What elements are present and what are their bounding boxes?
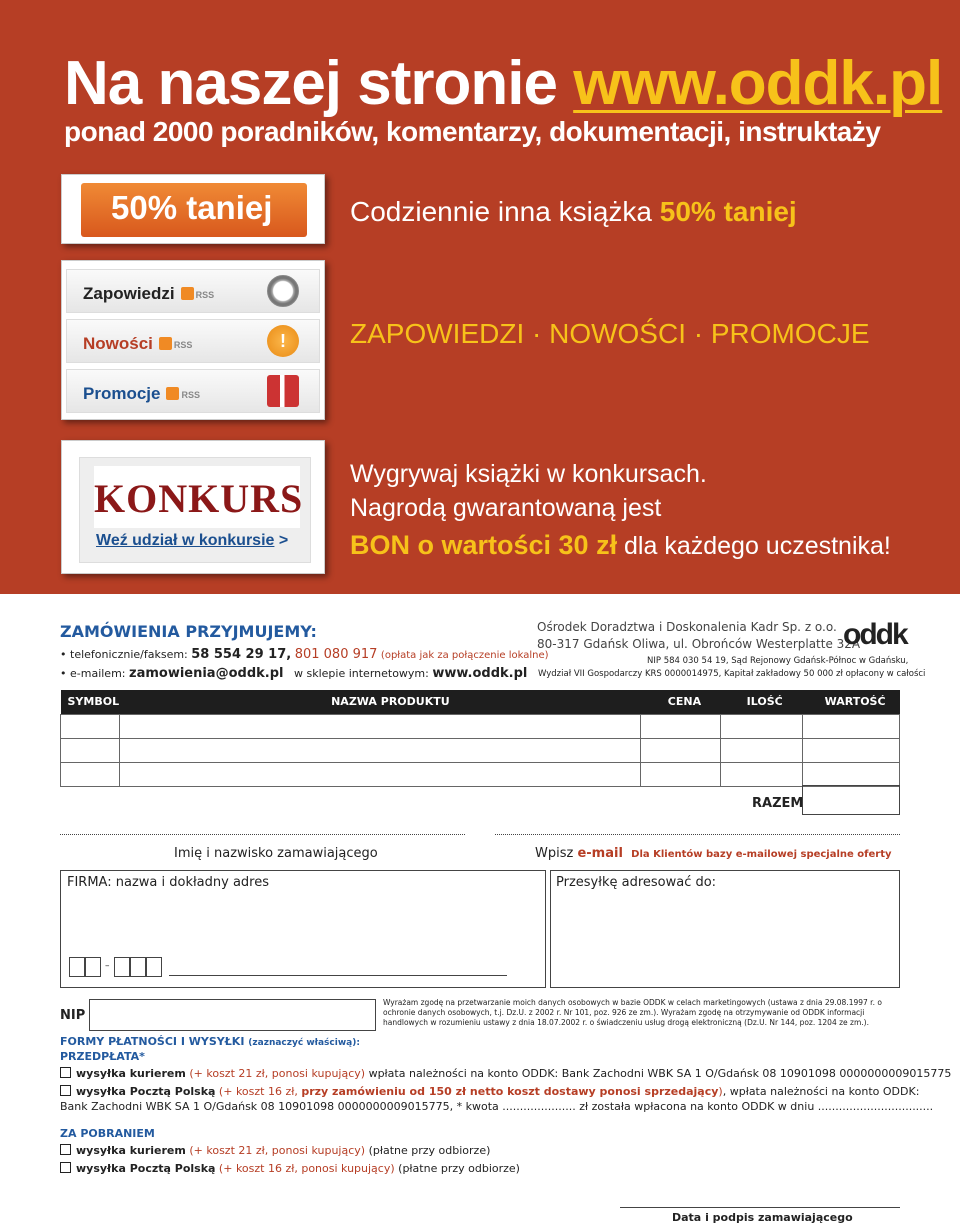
postcode-box[interactable] <box>130 957 146 977</box>
clock-icon <box>267 275 299 307</box>
orders-email: • e-mailem: zamowienia@oddk.pl w sklepie internetowym: www.oddk.pl <box>60 666 528 681</box>
checkbox[interactable] <box>60 1144 71 1155</box>
nip-field[interactable] <box>89 999 376 1031</box>
payment-heading: FORMY PŁATNOŚCI I WYSYŁKI (zaznaczyć właściwą): <box>60 1035 360 1048</box>
firm-address-field[interactable] <box>60 870 546 988</box>
postcode-box[interactable] <box>85 957 101 977</box>
hero-title: Na naszej stronie www.oddk.pl <box>64 49 943 118</box>
city-line[interactable] <box>169 975 507 976</box>
prepay-bank-line: Bank Zachodni WBK SA 1 O/Gdańsk 08 10901098 0000000009015775, * kwota ..................... zł została wpłacona na konto ODDK w dniu ................................. <box>60 1100 934 1113</box>
nip-label: NIP <box>60 1008 86 1023</box>
postcode-dash: – <box>105 961 110 971</box>
konkurs-card[interactable] <box>61 440 325 574</box>
option-post-cod[interactable]: wysyłka Pocztą Polską (+ koszt 16 zł, ponosi kupujący) (płatne przy odbiorze) <box>60 1162 520 1175</box>
orders-heading: ZAMÓWIENIA PRZYJMUJEMY: <box>60 622 317 641</box>
option-post-prepay[interactable]: wysyłka Pocztą Polską (+ koszt 16 zł, przy zamówieniu od 150 zł netto koszt dostawy ponosi sprzedający), wpłata należności na konto ODDK: <box>60 1085 919 1098</box>
company-reg-2: Wydział VII Gospodarczy KRS 0000014975, Kapitał zakładowy 50 000 zł opłacony w całości <box>538 669 926 679</box>
discount-tag: 50% taniej <box>81 183 307 237</box>
shop-link[interactable]: www.oddk.pl <box>432 666 528 681</box>
ship-label: Przesyłkę adresować do: <box>556 875 717 890</box>
signature-line[interactable] <box>620 1207 900 1208</box>
company-name: Ośrodek Doradztwa i Doskonalenia Kadr Sp. z o.o. <box>537 620 837 634</box>
firm-label: FIRMA: nazwa i dokładny adres <box>67 875 270 890</box>
rss-icon <box>181 287 194 300</box>
checkbox[interactable] <box>60 1162 71 1173</box>
nav-promocje[interactable]: Promocje RSS <box>66 369 320 413</box>
alert-icon: ! <box>267 325 299 357</box>
order-email-link[interactable]: zamowienia@oddk.pl <box>129 666 284 681</box>
option-courier-prepay[interactable]: wysyłka kurierem (+ koszt 21 zł, ponosi kupujący) wpłata należności na konto ODDK: Bank Zachodni WBK SA 1 O/Gdańsk 08 10901098 0000000009015775 <box>60 1067 951 1080</box>
checkbox[interactable] <box>60 1085 71 1096</box>
cod-heading: ZA POBRANIEM <box>60 1127 155 1140</box>
postcode-box[interactable] <box>146 957 162 977</box>
nav-card <box>61 260 325 420</box>
name-label: Imię i nazwisko zamawiającego <box>174 846 378 861</box>
konkurs-link[interactable]: Weź udział w konkursie > <box>96 532 289 549</box>
col-price: CENA <box>641 690 721 714</box>
categories-line: ZAPOWIEDZI · NOWOŚCI · PROMOCJE <box>350 318 870 349</box>
hero-subtitle: ponad 2000 poradników, komentarzy, dokumentacji, instruktaży <box>64 116 881 147</box>
total-label: RAZEM <box>752 796 804 811</box>
postcode-box[interactable] <box>69 957 85 977</box>
col-qty: ILOŚĆ <box>721 690 803 714</box>
site-link[interactable]: www.oddk.pl <box>573 49 943 118</box>
contest-line-2: Nagrodą gwarantowaną jest <box>350 494 662 522</box>
company-reg-1: NIP 584 030 54 19, Sąd Rejonowy Gdańsk-Północ w Gdańsku, <box>647 656 909 666</box>
col-value: WARTOŚĆ <box>803 690 900 714</box>
rss-icon <box>166 387 179 400</box>
prepay-heading: PRZEDPŁATA* <box>60 1050 145 1063</box>
table-row[interactable] <box>61 738 900 762</box>
company-address: 80-317 Gdańsk Oliwa, ul. Obrońców Westerplatte 32A <box>537 637 861 651</box>
konkurs-title: KONKURS <box>94 466 300 528</box>
orders-phone: • telefonicznie/faksem: 58 554 29 17, 801 080 917 (opłata jak za połączenie lokalne) <box>60 647 549 662</box>
email-label: Wpisz e-mail Dla Klientów bazy e-mailowej specjalne oferty <box>535 846 892 861</box>
discount-card[interactable] <box>61 174 325 244</box>
table-row[interactable] <box>61 714 900 738</box>
rss-icon <box>159 337 172 350</box>
table-row[interactable] <box>61 762 900 786</box>
postcode-box[interactable] <box>114 957 130 977</box>
email-line[interactable] <box>495 834 900 835</box>
nav-nowosci[interactable]: Nowości RSS ! <box>66 319 320 363</box>
gift-icon <box>267 375 299 407</box>
hero-banner <box>0 0 960 594</box>
oddk-logo: oddk <box>843 618 907 651</box>
daily-offer-text: Codziennie inna książka 50% taniej <box>350 196 797 227</box>
total-field[interactable] <box>802 785 900 815</box>
shipping-address-field[interactable] <box>550 870 900 988</box>
option-courier-cod[interactable]: wysyłka kurierem (+ koszt 21 zł, ponosi kupujący) (płatne przy odbiorze) <box>60 1144 490 1157</box>
konkurs-banner <box>79 457 311 563</box>
order-table <box>60 690 900 787</box>
checkbox[interactable] <box>60 1067 71 1078</box>
consent-text: Wyrażam zgodę na przetwarzanie moich danych osobowych w bazie ODDK w celach marketingowych (ustawa z dnia 29.08.1997 r. o ochronie danych osobowych, t.j. Dz.U. z 2002 r. Nr 101, poz. 926 ze zm.). Wyrażam zgodę na otrzymywanie od ODDK informacji handlowych w rozumieniu ustawy z dnia 18.07.2002 r. o świadczeniu usług drogą elektroniczną (Dz.U. Nr 144, poz. 1204 ze zm.). <box>383 998 882 1027</box>
contest-line-3: BON o wartości 30 zł dla każdego uczestnika! <box>350 530 891 560</box>
contest-line-1: Wygrywaj książki w konkursach. <box>350 460 707 488</box>
col-product: NAZWA PRODUKTU <box>119 690 641 714</box>
nav-zapowiedzi[interactable]: Zapowiedzi RSS <box>66 269 320 313</box>
col-symbol: SYMBOL <box>61 690 120 714</box>
name-line[interactable] <box>60 834 465 835</box>
signature-label: Data i podpis zamawiającego <box>672 1211 853 1224</box>
